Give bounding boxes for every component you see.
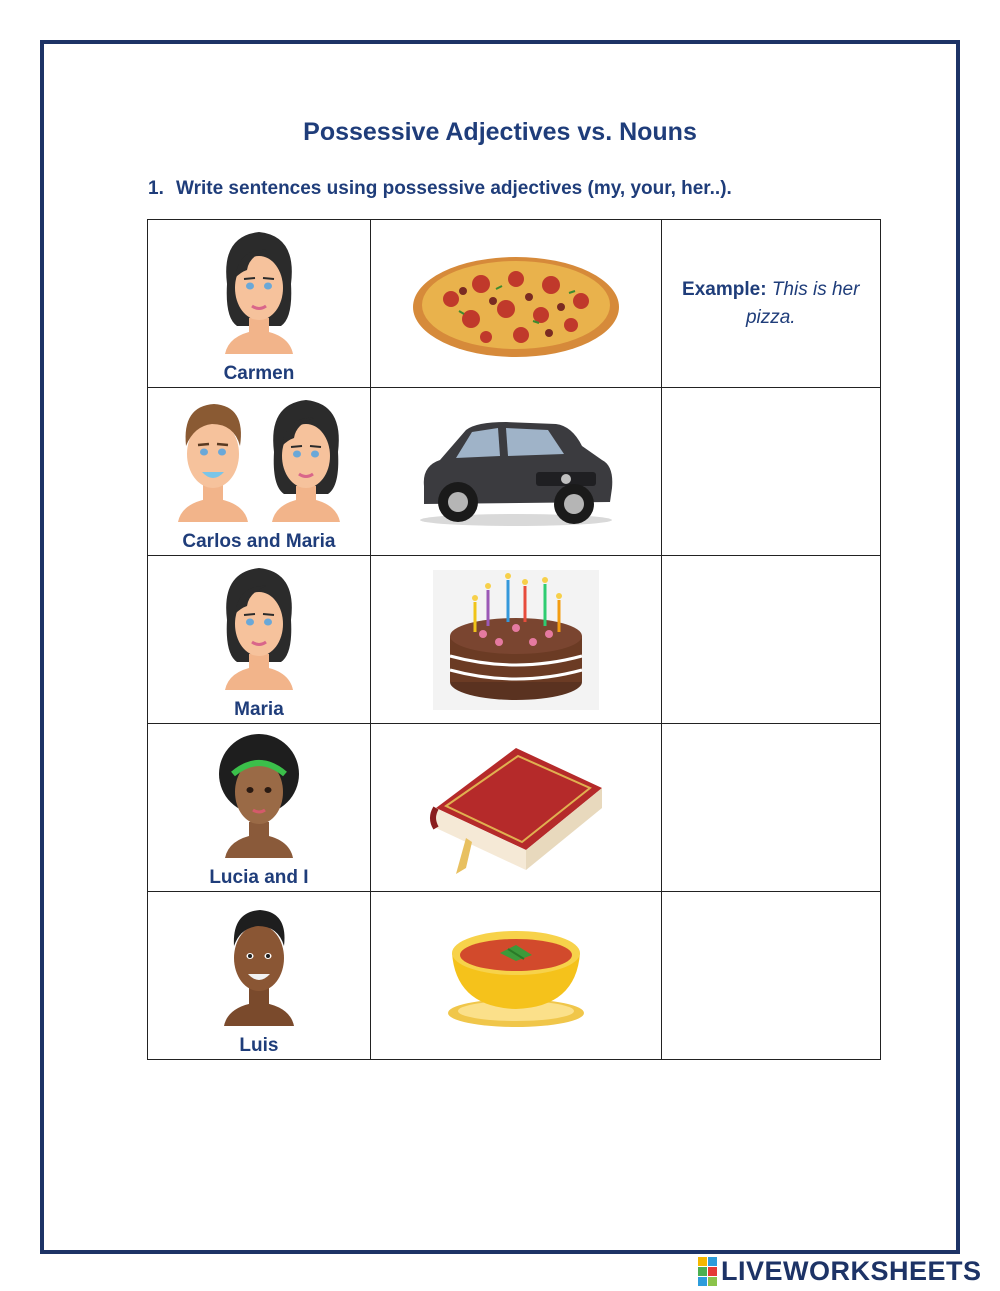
answer-cell (661, 220, 880, 388)
woman-face-icon (219, 226, 299, 354)
car-icon (416, 416, 616, 528)
man-dark-face-icon (218, 898, 300, 1026)
table-row (148, 892, 881, 1060)
liveworksheets-logo (698, 1254, 982, 1288)
instruction-number: 1. (148, 178, 164, 199)
worksheet-title: Possessive Adjectives vs. Nouns (303, 118, 697, 146)
object-cell (370, 724, 661, 892)
brand-name: LIVEWORKSHEETS (721, 1255, 982, 1286)
example-sentence (662, 276, 880, 332)
woman-face-icon (219, 562, 299, 690)
table-row (148, 724, 881, 892)
subject-name: Lucia and I (203, 867, 314, 888)
answer-cell[interactable] (661, 724, 880, 892)
birthday-cake-icon (433, 570, 599, 710)
object-cell (370, 892, 661, 1060)
instruction (148, 178, 732, 200)
subject-name: Maria (228, 699, 290, 720)
answer-cell[interactable] (661, 388, 880, 556)
subject-cell (148, 556, 371, 724)
table-row (148, 220, 881, 388)
object-cell (370, 556, 661, 724)
brand-icon (698, 1257, 717, 1286)
woman-face-icon (266, 394, 346, 522)
object-cell (370, 388, 661, 556)
man-face-icon (172, 394, 254, 522)
answer-input[interactable] (662, 556, 880, 723)
table-row (148, 556, 881, 724)
answer-cell[interactable] (661, 556, 880, 724)
answer-input[interactable] (662, 724, 880, 891)
object-cell (370, 220, 661, 388)
subject-cell (148, 724, 371, 892)
answer-input[interactable] (662, 388, 880, 555)
subject-cell (148, 388, 371, 556)
instruction-text: Write sentences using possessive adjectives (my, your, her..). (176, 178, 732, 199)
book-icon (426, 738, 606, 878)
answer-cell[interactable] (661, 892, 880, 1060)
subject-cell (148, 220, 371, 388)
example-text: This is her pizza. (745, 278, 860, 328)
answer-input[interactable] (662, 892, 880, 1059)
soup-bowl-icon (446, 923, 586, 1029)
example-label: Example: (682, 278, 767, 300)
table-row (148, 388, 881, 556)
exercise-table (147, 219, 881, 1060)
subject-cell (148, 892, 371, 1060)
subject-name: Carmen (218, 363, 301, 384)
woman-headband-face-icon (217, 730, 301, 858)
subject-name: Luis (233, 1035, 284, 1056)
pizza-icon (411, 249, 621, 359)
subject-name: Carlos and Maria (176, 531, 341, 552)
